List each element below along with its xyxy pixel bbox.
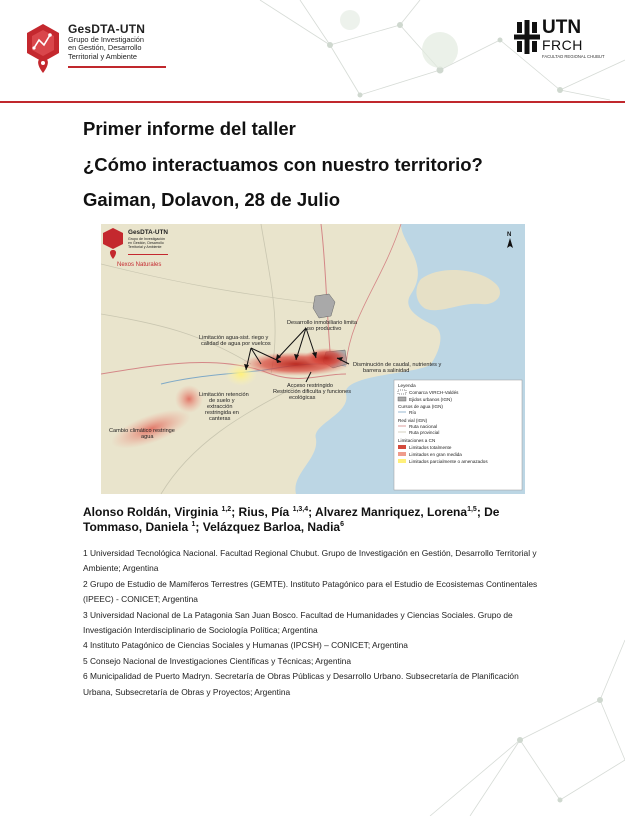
affiliation-item: 2 Grupo de Estudio de Mamíferos Terrestres (GEMTE). Instituto Patagónico para el Estudio de Ecosistemas Continentales (IPEEC) - CONICET; Argentina [83,578,538,605]
gesdta-subtitle-line: en Gestión, Desarrollo [68,43,142,53]
author-affiliation-ref: 1,2 [221,506,232,513]
legend-title: Leyenda [398,383,416,388]
map-logo-title: GesDTA-UTN [128,229,169,236]
legend-item: Limitados totalmente [409,445,452,450]
territory-map-figure [101,224,525,494]
legend-item: Limitados parcialmente o amenazados [409,459,488,464]
author-name: ; De Tommaso, Daniela [83,505,500,534]
affiliation-item: 3 Universidad Nacional de La Patagonia San Juan Bosco. Facultad de Humanidades y Ciencias Sociales. Grupo de Investigación Interdisciplinario de Sociología Política; Argentina [83,609,513,636]
limitation-high-zone [175,385,203,413]
gesdta-logo [24,22,184,78]
author-affiliation-ref: 1,5 [467,506,477,513]
map-subtitle: Nexos Naturales [117,262,162,268]
utn-logo [514,17,605,74]
gesdta-underline [68,66,166,68]
affiliation-item: 6 Municipalidad de Puerto Madryn. Secretaría de Obras Públicas y Desarrollo Urbano. Subsecretaría de Planificación Urbana, Subsecretaría de Obras y Proyectos; Argentina [83,671,519,697]
legend-swatch [398,459,406,463]
author-name: ; Rius, Pía [231,505,293,519]
author-name: ; Velázquez Barloa, Nadia [195,520,341,534]
legend-item: Red vial (IGN) [398,418,428,423]
legend-item: Ruta provincial [409,430,440,435]
affiliations-list [83,546,543,700]
annotation-climate-change: Cambio climático restringe agua [109,428,175,440]
map-logo [103,228,168,259]
author-affiliation-ref: 1 [191,521,196,528]
annotation-real-estate: Desarrollo inmobiliario limita uso productivo [287,320,357,332]
document-subtitle: ¿Cómo interactuamos con nuestro territorio? [83,154,483,175]
annotation-water-irrigation: Limitación agua-sist. riego y calidad de agua por vuelcos [199,335,271,347]
affiliation-item: 5 Consejo Nacional de Investigaciones Científicas y Técnicas; Argentina [83,655,351,666]
map-legend [394,380,522,490]
legend-swatch [398,397,406,401]
gesdta-hexagon-icon [24,22,62,74]
legend-swatch [398,445,406,449]
map-logo-underline [128,254,168,255]
gesdta-title: GesDTA-UTN [68,22,146,36]
utn-faculty-code: FRCH [542,37,583,53]
annotation-flow-reduction: Disminución de caudal, nutrientes y barrera a salinidad [353,362,442,374]
gesdta-subtitle-line: Grupo de Investigación [68,35,145,44]
legend-item: Río [409,410,417,415]
legend-item: Ruta nacional [409,424,438,429]
document-location-date: Gaiman, Dolavon, 28 de Julio [83,189,341,210]
affiliation-item: 1 Universidad Tecnológica Nacional. Facultad Regional Chubut. Grupo de Investigación en Gestión, Desarrollo Territorial y Ambiente; Argentina [83,548,537,574]
authors-list [83,505,543,535]
gesdta-subtitle-line: Territorial y Ambiente [68,51,138,61]
page-header [0,0,625,104]
document-title: Primer informe del taller [83,118,296,139]
header-divider [0,101,625,103]
legend-item: Limitados en gran medida [409,452,462,457]
legend-item: Cursos de agua (IGN) [398,404,443,409]
legend-swatch [398,452,406,456]
utn-name: UTN [542,17,582,38]
author-name: ; Alvarez Manriquez, Lorena [308,505,468,519]
north-label: N [507,232,512,238]
gesdta-subtitle [68,36,178,61]
utn-faculty-name: FACULTAD REGIONAL CHUBUT [542,54,605,59]
legend-item: Comarca VIRCH-Valdés [409,390,459,395]
legend-item: Ejidos urbanos (IGN) [409,397,452,402]
affiliation-item: 4 Instituto Patagónico de Ciencias Sociales y Humanas (IPCSH) – CONICET; Argentina [83,640,408,651]
author-affiliation-ref: 1,3,4 [292,506,309,513]
map-logo-subtitle: Grupo de Investigación en Gestión, Desarrollo Territorial y Ambiente [128,237,165,249]
utn-emblem-icon [514,20,540,54]
limitation-partial-zone [225,362,257,386]
annotation-restricted-access: Acceso restringido Restricción dificulta y funciones ecológicas [273,383,352,401]
author-affiliation-ref: 6 [340,521,345,528]
author-name: Alonso Roldán, Virginia [83,505,222,519]
legend-item: Limitaciones a CN [398,438,436,443]
annotation-soil-retention: Limitación retención de suelo y extracción restringida en canteras [199,392,249,422]
